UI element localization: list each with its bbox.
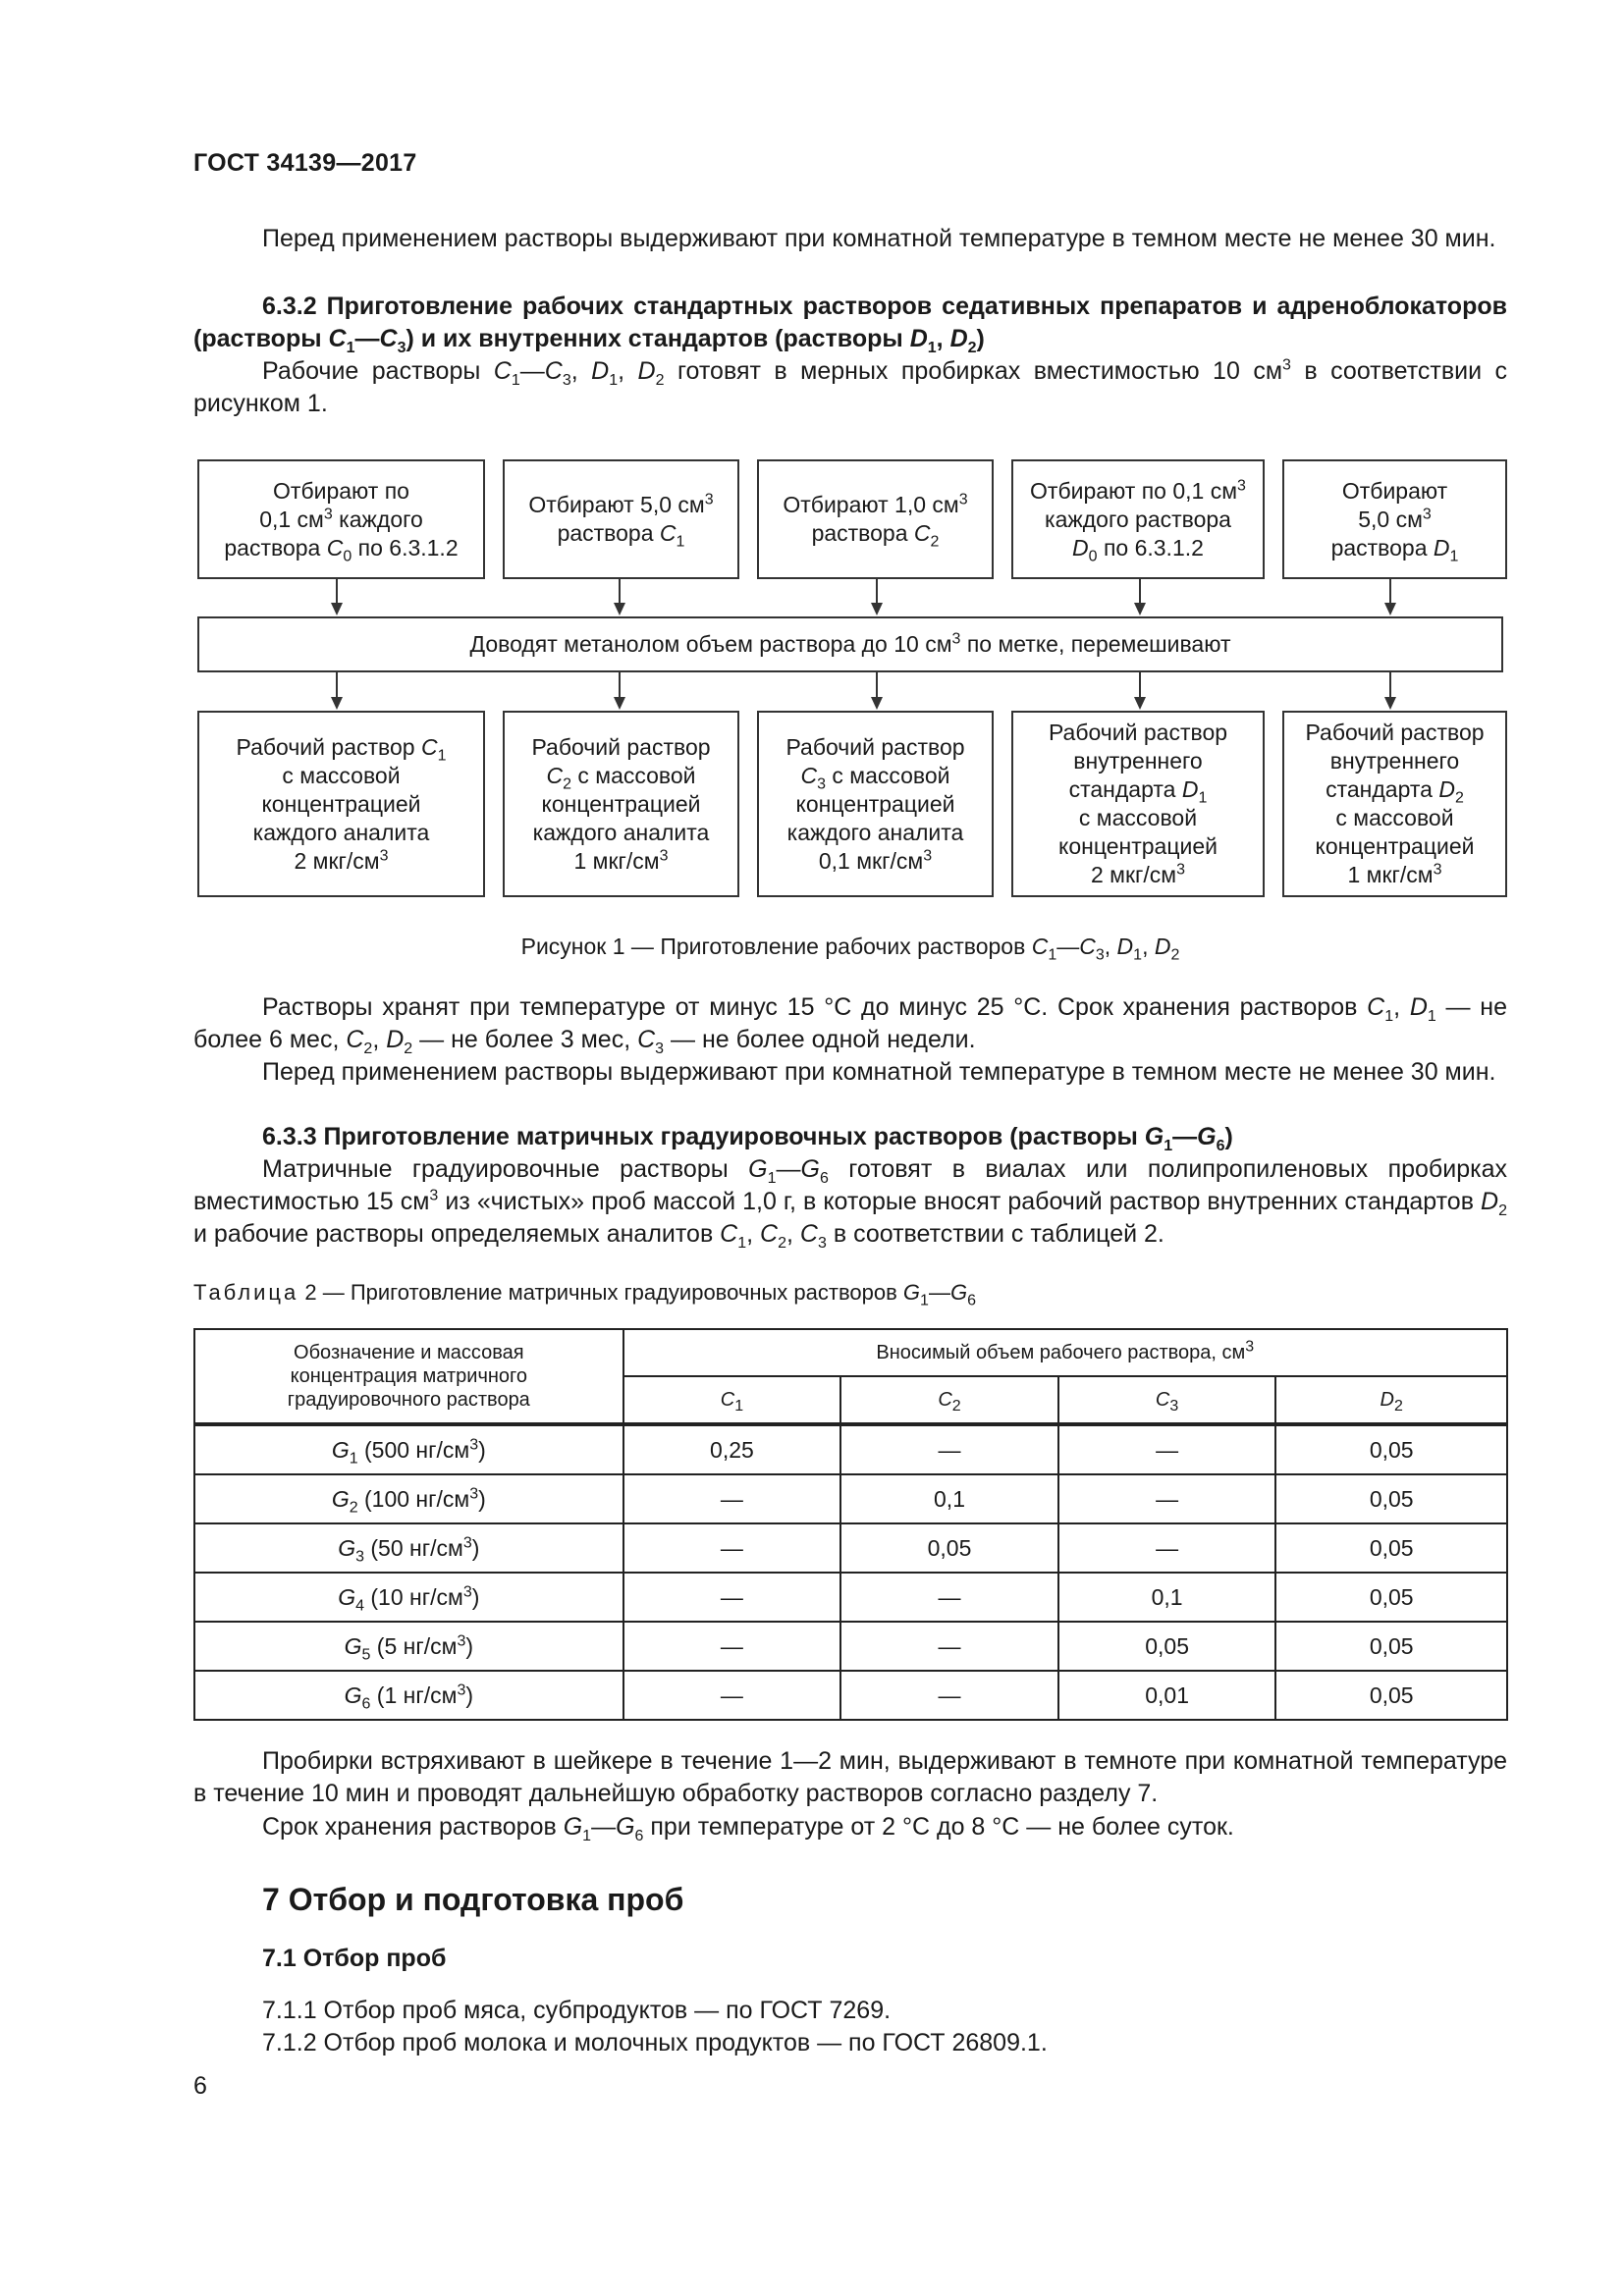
table-col-c1: $C_1$ — [623, 1376, 841, 1424]
table-col-c2: $C_2$ — [840, 1376, 1058, 1424]
table-cell: $G_4$ (10 $нг/см^3$) — [194, 1573, 623, 1622]
flow-box-take-d1: Отбирают 5,0 $см^3$ раствора $D_1$ — [1282, 459, 1507, 579]
table-cell: — — [1058, 1474, 1276, 1523]
table-cell: — — [623, 1523, 841, 1573]
table-cell: — — [840, 1573, 1058, 1622]
table-cell: $G_2$ (100 $нг/см^3$) — [194, 1474, 623, 1523]
table-row — [194, 1523, 1507, 1573]
table-header-row — [194, 1329, 1507, 1376]
section-6-3-3-title: 6.3.3 Приготовление матричных градуировочных растворов (растворы $G_1—G_6$) — [262, 1123, 1233, 1154]
section-7-1-2: 7.1.2 Отбор проб молока и молочных продуктов — по ГОСТ 26809.1. — [262, 2029, 1048, 2056]
flow-connector — [336, 579, 338, 603]
table-cell: — — [840, 1671, 1058, 1720]
flow-box-working-d1: Рабочий раствор внутреннего стандарта $D_1$ с массовой концентрацией 2 мкг/$см^3$ — [1011, 711, 1265, 897]
flow-connector — [1389, 672, 1391, 697]
table-row — [194, 1474, 1507, 1523]
table-cell: — — [623, 1671, 841, 1720]
table-cell: 0,05 — [1275, 1671, 1507, 1720]
table-header-designation: Обозначение и массовая концентрация матричного градуировочного раствора — [194, 1329, 623, 1424]
table-2 — [193, 1328, 1508, 1721]
flow-connector — [876, 672, 878, 697]
table-row — [194, 1573, 1507, 1622]
flow-box-take-d0: Отбирают по 0,1 $см^3$ каждого раствора $D_0$ по 6.3.1.2 — [1011, 459, 1265, 579]
table-cell: — — [840, 1622, 1058, 1671]
table-cell: $G_5$ (5 $нг/см^3$) — [194, 1622, 623, 1671]
paragraph-storage-g: Срок хранения растворов $G_1—G_6$ при температуре от 2 °C до 8 °C — не более суток. — [262, 1813, 1234, 1844]
flow-connector — [619, 579, 621, 603]
flow-connector — [619, 672, 621, 697]
table-cell: — — [623, 1474, 841, 1523]
table-cell: 0,05 — [1058, 1622, 1276, 1671]
paragraph-before-use: Перед применением растворы выдерживают при комнатной температуре в темном месте не менее 30 мин. — [262, 225, 1496, 252]
figure-1-caption: Рисунок 1 — Приготовление рабочих растворов $C_1—C_3$, $D_1$, $D_2$ — [520, 934, 1180, 964]
table-cell: 0,05 — [1275, 1424, 1507, 1474]
flow-box-working-c2: Рабочий раствор $C_2$ с массовой концентрацией каждого аналита 1 мкг/$см^3$ — [503, 711, 739, 897]
table-cell: $G_6$ (1 $нг/см^3$) — [194, 1671, 623, 1720]
arrow-down-icon — [1134, 697, 1146, 710]
table-cell: 0,05 — [1275, 1474, 1507, 1523]
flow-box-take-c0: Отбирают по 0,1 $см^3$ каждого раствора $C_0$ по 6.3.1.2 — [197, 459, 485, 579]
table-cell: 0,1 — [840, 1474, 1058, 1523]
document-header: ГОСТ 34139—2017 — [193, 149, 417, 177]
paragraph-storage: Растворы хранят при температуре от минус 15 °C до минус 25 °C. Срок хранения растворов $C_1$, $D_1$ — не более 6 мес, $C_2$, $D_2$ — не более 3 мес, $C_3$ — не более одной недели. — [193, 993, 1507, 1057]
table-row — [194, 1622, 1507, 1671]
table-cell: 0,05 — [1275, 1573, 1507, 1622]
table-row — [194, 1424, 1507, 1474]
table-2-caption: Таблица 2 — Приготовление матричных градуировочных растворов $G_1—G_6$ — [193, 1280, 976, 1309]
flow-connector — [876, 579, 878, 603]
table-cell: 0,05 — [1275, 1523, 1507, 1573]
flow-box-working-c1: Рабочий раствор $C_1$ с массовой концентрацией каждого аналита 2 мкг/$см^3$ — [197, 711, 485, 897]
arrow-down-icon — [1134, 603, 1146, 615]
table-cell: — — [1058, 1424, 1276, 1474]
table-cell: $G_1$ (500 $нг/см^3$) — [194, 1424, 623, 1474]
table-col-c3: $C_3$ — [1058, 1376, 1276, 1424]
table-cell: — — [623, 1573, 841, 1622]
section-6-3-2-title: 6.3.2 Приготовление рабочих стандартных растворов седативных препаратов и адреноблокаторов (растворы $C_1—C_3$) и их внутренних стандартов (растворы $D_1$, $D_2$) — [193, 293, 1507, 356]
arrow-down-icon — [331, 603, 343, 615]
arrow-down-icon — [1384, 603, 1396, 615]
paragraph-shaker: Пробирки встряхивают в шейкере в течение 1—2 мин, выдерживают в темноте при комнатной температуре в течение 10 мин и проводят дальнейшую обработку растворов согласно разделу 7. — [193, 1747, 1507, 1807]
flow-connector — [1139, 579, 1141, 603]
table-cell: 0,25 — [623, 1424, 841, 1474]
table-cell: 0,1 — [1058, 1573, 1276, 1622]
table-row — [194, 1671, 1507, 1720]
table-cell: 0,05 — [1275, 1622, 1507, 1671]
arrow-down-icon — [614, 603, 625, 615]
arrow-down-icon — [331, 697, 343, 710]
table-col-d2: $D_2$ — [1275, 1376, 1507, 1424]
section-7-title: 7 Отбор и подготовка проб — [262, 1882, 684, 1917]
flow-connector — [1139, 672, 1141, 697]
section-7-1-1: 7.1.1 Отбор проб мяса, субпродуктов — по ГОСТ 7269. — [262, 1997, 892, 2024]
table-cell: — — [1058, 1523, 1276, 1573]
arrow-down-icon — [871, 697, 883, 710]
flow-box-working-d2: Рабочий раствор внутреннего стандарта $D_2$ с массовой концентрацией 1 мкг/$см^3$ — [1282, 711, 1507, 897]
page-number: 6 — [193, 2072, 207, 2100]
table-cell: 0,01 — [1058, 1671, 1276, 1720]
arrow-down-icon — [1384, 697, 1396, 710]
paragraph-before-use-2: Перед применением растворы выдерживают при комнатной температуре в темном месте не менее 30 мин. — [262, 1058, 1496, 1086]
section-7-1-title: 7.1 Отбор проб — [262, 1945, 447, 1972]
flow-connector — [336, 672, 338, 697]
arrow-down-icon — [871, 603, 883, 615]
arrow-down-icon — [614, 697, 625, 710]
table-header-volume: Вносимый объем рабочего раствора, $см^3$ — [623, 1329, 1507, 1376]
flow-connector — [1389, 579, 1391, 603]
section-6-3-3-text: Матричные градуировочные растворы $G_1—G_6$ готовят в виалах или полипропиленовых пробирках вместимостью 15 $см^3$ из «чистых» проб массой 1,0 г, в которые вносят рабочий раствор внутренних стандартов $D_2$ и рабочие растворы определяемых аналитов $C_1$, $C_2$, $C_3$ в соответствии с таблицей 2. — [193, 1155, 1507, 1252]
flow-box-working-c3: Рабочий раствор $C_3$ с массовой концентрацией каждого аналита 0,1 мкг/$см^3$ — [757, 711, 994, 897]
flow-box-dilute-methanol: Доводят метанолом объем раствора до 10 $см^3$ по метке, перемешивают — [197, 616, 1503, 672]
table-cell: $G_3$ (50 $нг/см^3$) — [194, 1523, 623, 1573]
table-cell: — — [623, 1622, 841, 1671]
flow-box-take-c1: Отбирают 5,0 $см^3$ раствора $C_1$ — [503, 459, 739, 579]
section-6-3-2-text: Рабочие растворы $C_1—C_3$, $D_1$, $D_2$ готовят в мерных пробирках вместимостью 10 $см^3$ в соответствии с рисунком 1. — [193, 356, 1508, 417]
flow-box-take-c2: Отбирают 1,0 $см^3$ раствора $C_2$ — [757, 459, 994, 579]
table-cell: 0,05 — [840, 1523, 1058, 1573]
table-cell: — — [840, 1424, 1058, 1474]
